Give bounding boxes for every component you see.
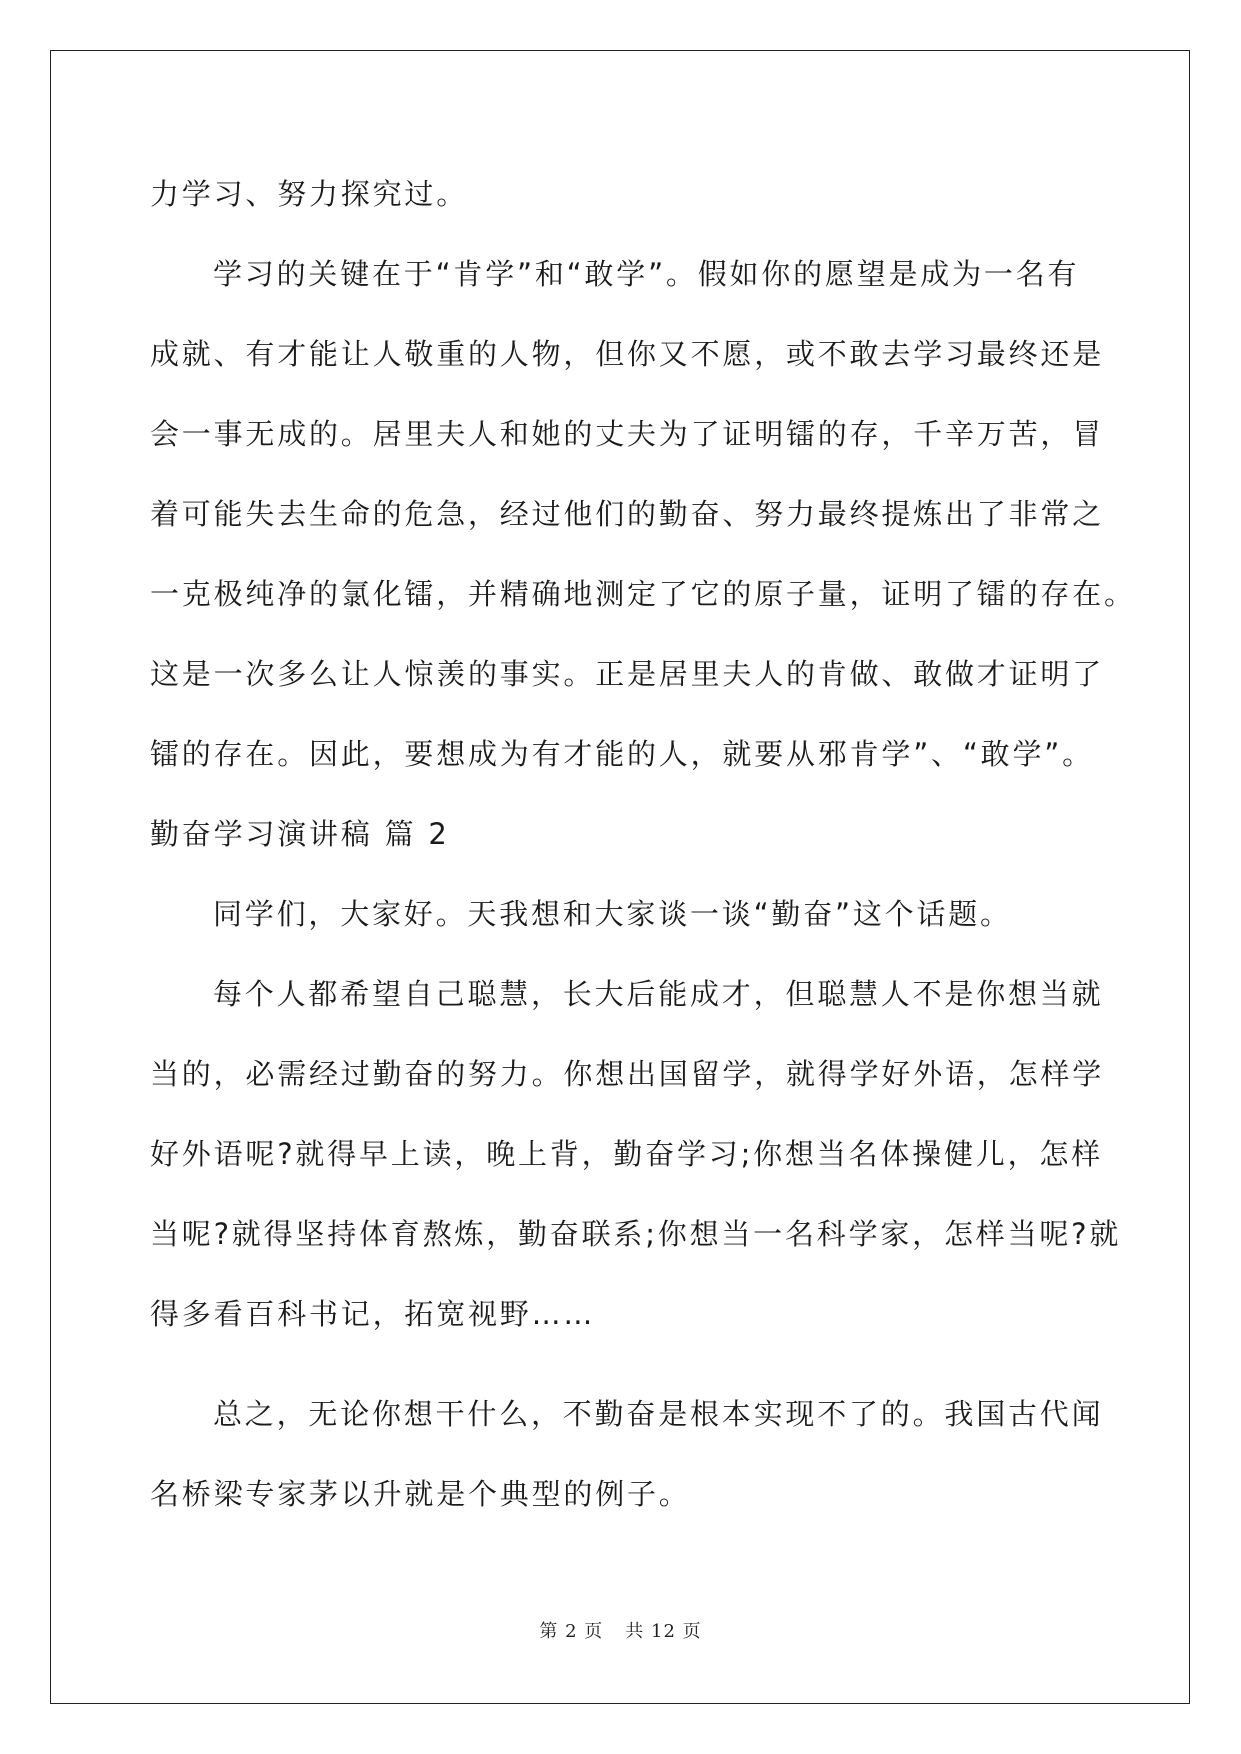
page-footer [0, 1620, 1241, 1644]
page-number: 第 2 页 [539, 1621, 604, 1642]
section-heading: 勤奋学习演讲稿 篇 2 [150, 817, 450, 851]
page-border [50, 50, 1190, 1704]
text-line-4: 会一事无成的。居里夫人和她的丈夫为了证明镭的存，千辛万苦，冒 [150, 417, 1105, 451]
paragraph-start-line: 学习的关键在于“肯学”和“敢学”。假如你的愿望是成为一名有 [213, 257, 1080, 291]
page-total: 共 12 页 [625, 1621, 702, 1642]
text-line-12: 当的，必需经过勤奋的努力。你想出国留学，就得学好外语，怎样学 [150, 1057, 1105, 1091]
text-line-17: 名桥梁专家茅以升就是个典型的例子。 [150, 1477, 691, 1511]
text-line-6: 一克极纯净的氯化镭，并精确地测定了它的原子量，证明了镭的存在。 [150, 577, 1136, 611]
text-line-14: 当呢?就得坚持体育熬炼，勤奋联系;你想当一名科学家，怎样当呢?就 [150, 1217, 1122, 1251]
text-line-1: 力学习、努力探究过。 [150, 177, 469, 211]
text-line-5: 着可能失去生命的危急，经过他们的勤奋、努力最终提炼出了非常之 [150, 497, 1105, 531]
paragraph-start-line: 同学们，大家好。天我想和大家谈一谈“勤奋”这个话题。 [213, 897, 1012, 931]
text-line-8: 镭的存在。因此，要想成为有才能的人，就要从邪肯学”、“敢学”。 [150, 737, 1094, 771]
paragraph-start-line: 总之，无论你想干什么，不勤奋是根本实现不了的。我国古代闻 [213, 1397, 1104, 1431]
text-line-15: 得多看百科书记，拓宽视野…… [150, 1297, 596, 1331]
text-line-7: 这是一次多么让人惊羡的事实。正是居里夫人的肯做、敢做才证明了 [150, 657, 1105, 691]
text-line-3: 成就、有才能让人敬重的人物，但你又不愿，或不敢去学习最终还是 [150, 337, 1105, 371]
paragraph-start-line: 每个人都希望自己聪慧，长大后能成才，但聪慧人不是你想当就 [213, 977, 1104, 1011]
text-line-13: 好外语呢?就得早上读，晚上背，勤奋学习;你想当名体操健儿，怎样 [150, 1137, 1103, 1171]
